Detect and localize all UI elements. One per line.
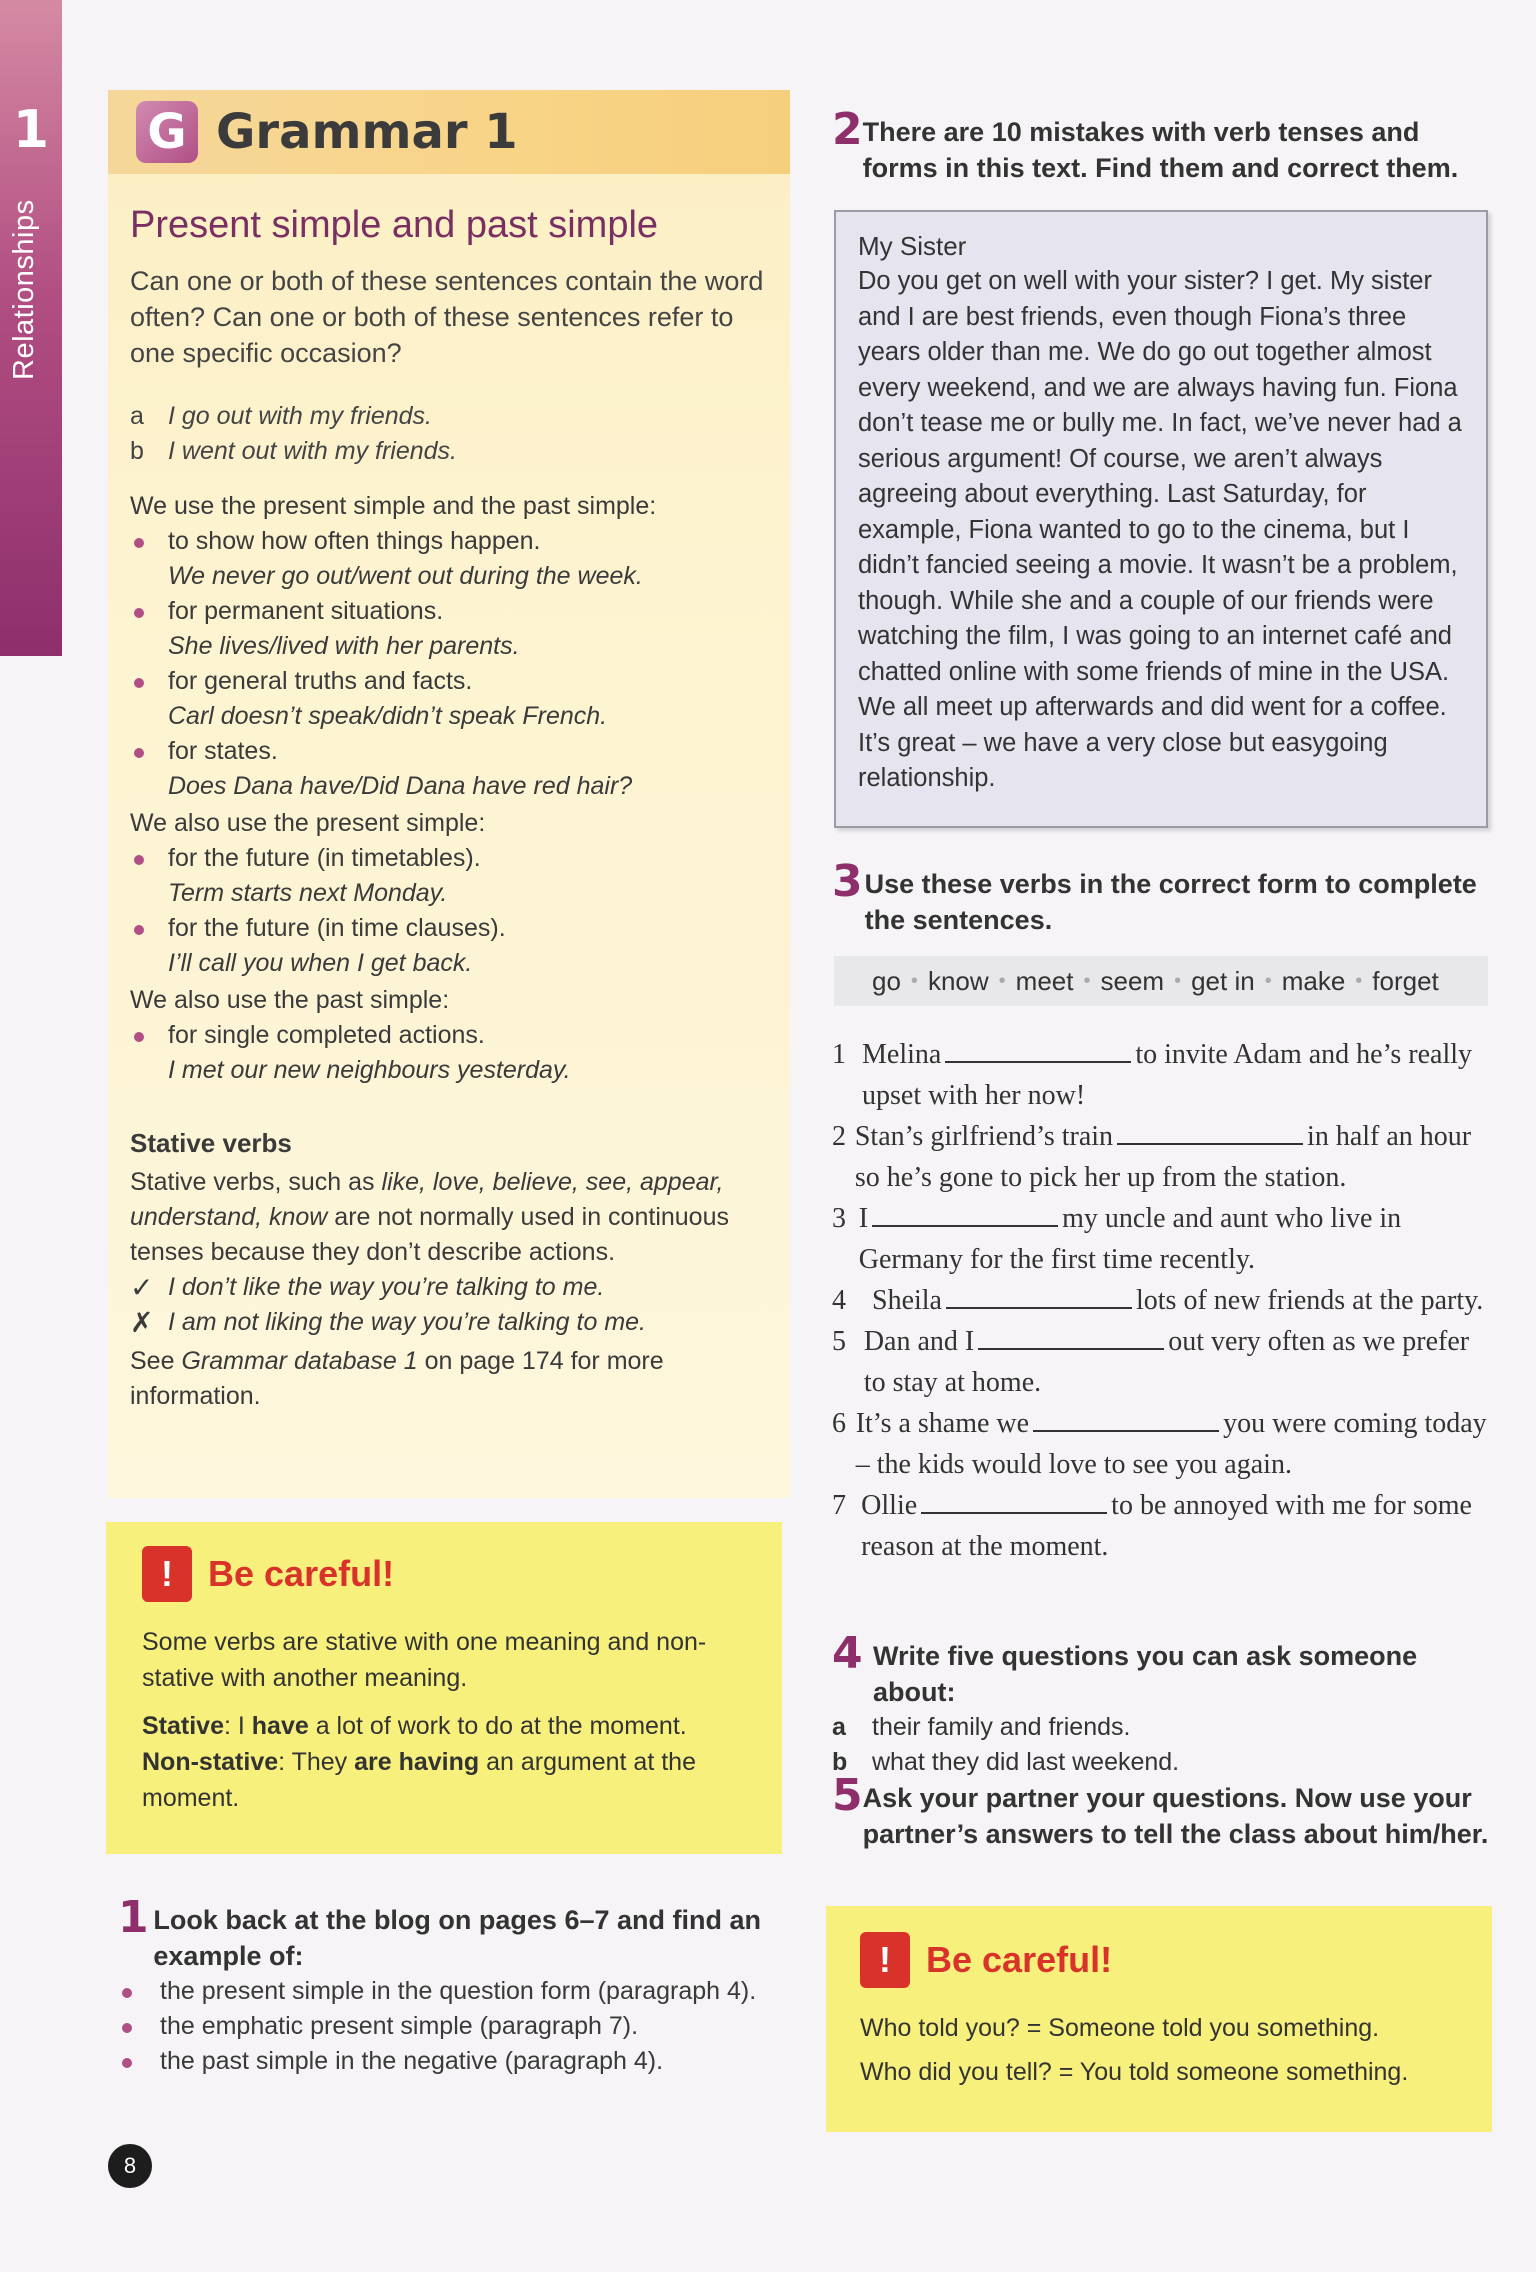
nonstative-example: Non-stative: They are having an argument at the moment. — [142, 1748, 696, 1812]
check-icon: ✓ — [130, 1272, 154, 1303]
example-letter: b — [130, 437, 144, 465]
unit-label: Relationships — [8, 199, 40, 380]
exercise-title: There are 10 mistakes with verb tenses and forms in this text. Find them and correct them. — [862, 117, 1459, 183]
sentence-item: 1 Melina to invite Adam and he’s really upset with her now! — [832, 1034, 1492, 1116]
grammar-question: Can one or both of these sentences contain the word often? Can one or both of these sentences refer to one specific occasion? — [130, 266, 764, 368]
be-careful-box-right — [826, 1906, 1492, 2132]
list-item: a their family and friends. — [832, 1713, 1131, 1741]
answer-blank[interactable] — [1117, 1117, 1303, 1145]
careful-title: Be careful! — [926, 1939, 1113, 1980]
list-item: the emphatic present simple (paragraph 7). — [118, 2009, 798, 2044]
sentence-item: 7 Ollie to be annoyed with me for some reason at the moment. — [832, 1485, 1492, 1567]
exercise-number: 5 — [832, 1770, 863, 1821]
example-b — [130, 434, 768, 469]
use-item — [130, 1018, 768, 1088]
sentence-item: 2 Stan’s girlfriend’s train in half an hour so he’s gone to pick her up from the station. — [832, 1116, 1492, 1198]
use-item — [130, 841, 768, 911]
use-item — [130, 734, 768, 804]
intro-present-past: We use the present simple and the past simple: — [130, 492, 657, 520]
verb-item: know — [927, 965, 989, 996]
use-text: for the future (in timetables). — [168, 844, 481, 872]
exercise-4 — [832, 1628, 1492, 1780]
use-text: for states. — [168, 737, 278, 765]
verb-item: meet — [1015, 965, 1074, 996]
use-example: Does Dana have/Did Dana have red hair? — [168, 772, 633, 800]
use-item — [130, 524, 768, 594]
exercise-number: 1 — [118, 1892, 149, 1943]
verb-item: seem — [1100, 965, 1165, 996]
intro-past: We also use the past simple: — [130, 986, 450, 1014]
exercise-1 — [118, 1892, 798, 2079]
example-a — [130, 399, 768, 434]
unit-number: 1 — [12, 100, 50, 160]
careful-text: Some verbs are stative with one meaning and non-stative with another meaning. — [142, 1628, 707, 1692]
exercise-title: Use these verbs in the correct form to complete the sentences. — [864, 869, 1477, 935]
exercise-number: 2 — [832, 104, 863, 155]
answer-blank[interactable] — [945, 1035, 1131, 1063]
answer-blank[interactable] — [921, 1486, 1107, 1514]
list-item: the past simple in the negative (paragraph 4). — [118, 2044, 798, 2079]
sentence-item: 4 Sheila lots of new friends at the party. — [832, 1280, 1492, 1321]
unit-side-tab — [0, 0, 62, 656]
verb-bank: go • know • meet • seem • get in • make • forget — [834, 956, 1488, 1006]
warning-icon: ! — [142, 1546, 192, 1602]
verb-item: go — [872, 965, 901, 996]
stative-heading: Stative verbs — [130, 1128, 292, 1158]
exercise-3 — [832, 856, 1492, 938]
careful-line: Who told you? = Someone told you something. — [860, 2014, 1380, 2042]
use-example: I met our new neighbours yesterday. — [168, 1056, 571, 1084]
cross-icon: ✗ — [130, 1307, 154, 1338]
grammar-subtitle: Present simple and past simple — [130, 204, 659, 246]
verb-item: make — [1281, 965, 1346, 996]
answer-blank[interactable] — [872, 1199, 1058, 1227]
example-text: I go out with my friends. — [168, 402, 433, 430]
grammar-icon: G — [136, 101, 198, 163]
grammar-title: Grammar 1 — [216, 104, 518, 160]
use-example: I’ll call you when I get back. — [168, 949, 473, 977]
text-body: Do you get on well with your sister? I get. My sister and I are best friends, even though Fiona’s three years older than me. We do go out together almost every weekend, and we are always having fun. Fiona don’t tease me or bully me. In fact, we’ve never had a serious argument! Of course, we aren’t always agreeing about everything. Last Saturday, for example, Fiona wanted to go to the cinema, but I didn’t fancied seeing a movie. It wasn’t be a problem, though. While she and a couple of our friends were watching the film, I was going to an internet café and chatted online with some friends of mine in the USA. We all meet up afterwards and did went for a coffee. It’s great – we have a very close but easygoing relationship. — [858, 267, 1462, 792]
list-item: the present simple in the question form (paragraph 4). — [118, 1974, 798, 2009]
correct-example: ✓ I don’t like the way you’re talking to me. — [130, 1272, 605, 1303]
use-item — [130, 594, 768, 664]
grammar-box — [108, 90, 790, 1498]
sentence-item: 5 Dan and I out very often as we prefer to stay at home. — [832, 1321, 1492, 1403]
exercise-title: Write five questions you can ask someone about: — [873, 1641, 1418, 1707]
see-reference: See Grammar database 1 on page 174 for more information. — [130, 1347, 664, 1410]
exercise-number: 4 — [832, 1628, 863, 1679]
grammar-header — [108, 90, 790, 174]
intro-present: We also use the present simple: — [130, 809, 486, 837]
sentence-item: 6 It’s a shame we you were coming today – the kids would love to see you again. — [832, 1403, 1492, 1485]
wrong-example: ✗ I am not liking the way you’re talking to me. — [130, 1307, 647, 1338]
warning-icon: ! — [860, 1932, 910, 1988]
exercise-5 — [832, 1770, 1492, 1852]
careful-line: Who did you tell? = You told someone something. — [860, 2058, 1409, 2086]
text-box-my-sister — [834, 210, 1488, 828]
sentence-item: 3 I my uncle and aunt who live in Germany for the first time recently. — [832, 1198, 1492, 1280]
list-item: b what they did last weekend. — [832, 1748, 1180, 1776]
answer-blank[interactable] — [978, 1322, 1164, 1350]
exercise-2 — [832, 104, 1492, 186]
exercise-title: Ask your partner your questions. Now use your partner’s answers to tell the class about him/her. — [862, 1783, 1489, 1849]
page-number: 8 — [108, 2144, 152, 2188]
use-example: Term starts next Monday. — [168, 879, 448, 907]
use-text: for permanent situations. — [168, 597, 444, 625]
use-text: for the future (in time clauses). — [168, 914, 506, 942]
use-text: for general truths and facts. — [168, 667, 473, 695]
use-text: for single completed actions. — [168, 1021, 485, 1049]
careful-title: Be careful! — [208, 1553, 395, 1594]
verb-item: get in — [1191, 965, 1255, 996]
answer-blank[interactable] — [946, 1281, 1132, 1309]
be-careful-box-left — [106, 1522, 782, 1854]
use-example: We never go out/went out during the week. — [168, 562, 643, 590]
exercise-number: 3 — [832, 856, 863, 907]
answer-blank[interactable] — [1033, 1404, 1219, 1432]
use-text: to show how often things happen. — [168, 527, 541, 555]
example-text: I went out with my friends. — [168, 437, 458, 465]
text-title: My Sister — [858, 231, 967, 261]
use-example: Carl doesn’t speak/didn’t speak French. — [168, 702, 608, 730]
stative-text: Stative verbs, such as like, love, believe, see, appear, understand, know are not normally used in continuous tenses because they don’t describe actions. — [130, 1168, 729, 1266]
verb-item: forget — [1372, 965, 1439, 996]
stative-example: Stative: I have a lot of work to do at the moment. — [142, 1712, 687, 1740]
gap-fill-sentences — [832, 1034, 1492, 1567]
use-item — [130, 911, 768, 981]
use-example: She lives/lived with her parents. — [168, 632, 520, 660]
exercise-title: Look back at the blog on pages 6–7 and find an example of: — [153, 1905, 761, 1971]
use-item — [130, 664, 768, 734]
example-letter: a — [130, 402, 144, 430]
